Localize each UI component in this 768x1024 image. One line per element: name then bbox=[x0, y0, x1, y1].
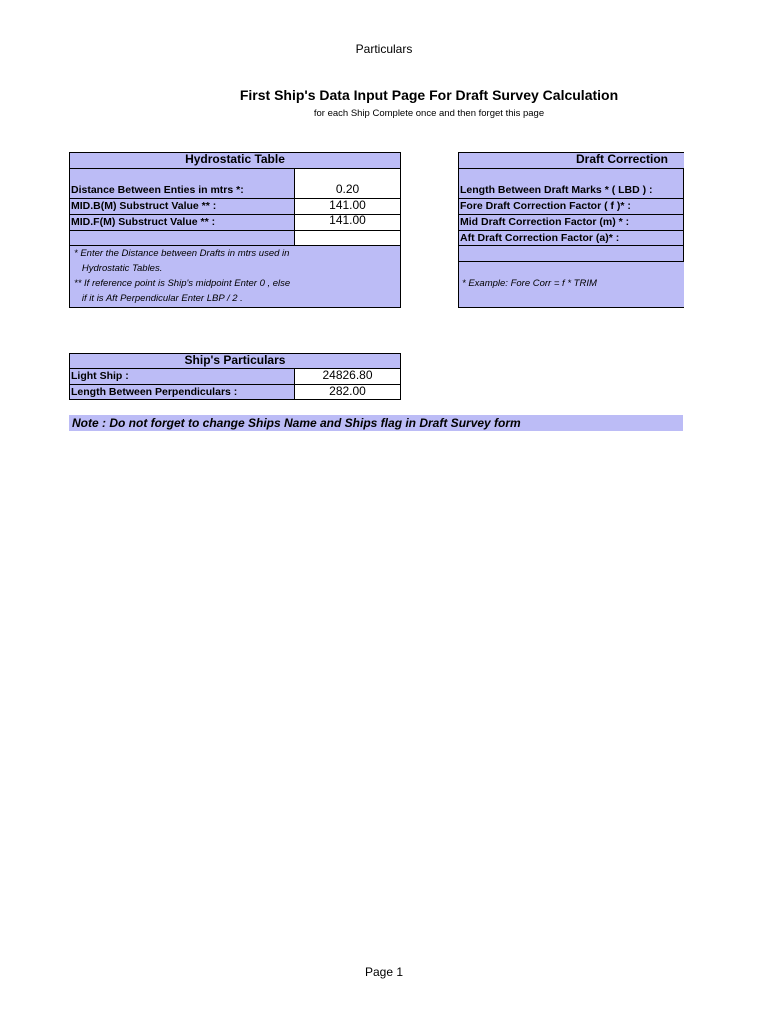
hydrostatic-table-heading: Hydrostatic Table bbox=[185, 152, 285, 166]
ships-particulars-heading: Ship's Particulars bbox=[184, 353, 286, 367]
lbd-label: Length Between Draft Marks * ( LBD ) : bbox=[460, 184, 653, 196]
page-number: Page 1 bbox=[364, 965, 404, 979]
mid-f-substruct-value: 141.00 bbox=[329, 213, 366, 227]
light-ship-value: 24826.80 bbox=[322, 368, 373, 382]
page-header: Particulars bbox=[355, 42, 413, 56]
aft-correction-label: Aft Draft Correction Factor (a)* : bbox=[460, 232, 620, 244]
fore-correction-label: Fore Draft Correction Factor ( f )* : bbox=[460, 200, 631, 212]
page-title: First Ship's Data Input Page For Draft Survey Calculation bbox=[239, 87, 619, 103]
hydrostatic-note-2: Hydrostatic Tables. bbox=[74, 263, 163, 274]
mid-b-substruct-label: MID.B(M) Substruct Value ** : bbox=[71, 200, 217, 212]
hydrostatic-note-1: * Enter the Distance between Drafts in mtrs used in bbox=[74, 248, 290, 259]
reminder-note: Note : Do not forget to change Ships Name and Ships flag in Draft Survey form bbox=[69, 415, 683, 431]
lbp-label: Length Between Perpendiculars : bbox=[71, 386, 238, 398]
mid-correction-label: Mid Draft Correction Factor (m) * : bbox=[460, 216, 630, 228]
mid-b-substruct-value: 141.00 bbox=[329, 198, 366, 212]
draft-correction-note: * Example: Fore Corr = f * TRIM bbox=[462, 278, 597, 289]
blank-input-cell[interactable] bbox=[294, 230, 401, 246]
lbp-value: 282.00 bbox=[329, 384, 366, 398]
mid-f-substruct-label: MID.F(M) Substruct Value ** : bbox=[71, 216, 216, 228]
hydrostatic-note-3: ** If reference point is Ship's midpoint Enter 0 , else bbox=[74, 278, 291, 289]
entry-distance-value: 0.20 bbox=[335, 182, 360, 196]
draft-correction-heading: Draft Correction bbox=[575, 152, 668, 166]
light-ship-label: Light Ship : bbox=[71, 370, 129, 382]
hydrostatic-note-4: if it is Aft Perpendicular Enter LBP / 2 . bbox=[74, 293, 243, 304]
entry-distance-label: Distance Between Enties in mtrs *: bbox=[71, 184, 244, 196]
page-subtitle: for each Ship Complete once and then forget this page bbox=[313, 108, 545, 119]
